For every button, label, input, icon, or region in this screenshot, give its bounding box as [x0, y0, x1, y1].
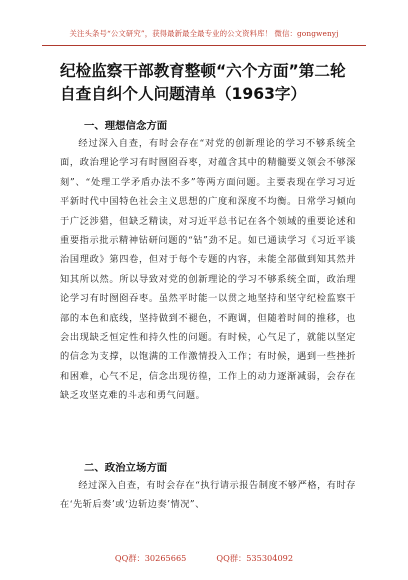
footer-qq-group-2: QQ群：535304092: [216, 553, 294, 563]
section-heading-political: 二、政治立场方面: [84, 462, 168, 474]
document-title: 纪检监察干部教育整顿“六个方面”第二轮自查自纠个人问题清单（1963字）: [60, 62, 346, 103]
footer-qq-group-1: QQ群：30265665: [114, 553, 187, 563]
section-heading-ideals: 一、理想信念方面: [84, 120, 168, 132]
section-paragraph-political: 经过深入自查，有时会存在“执行请示报告制度不够严格，有时存在‘先斩后奏’或‘边斩边奏’情况”、: [60, 480, 356, 511]
footer-contacts: [0, 553, 408, 564]
header-notice: 关注头条号“公文研究”，获得最新最全最专业的公文资料库！ 微信：gongwenyj: [69, 29, 339, 38]
header-divider: [42, 45, 366, 46]
section-paragraph-ideals: 经过深入自查，有时会存在“对党的创新理论的学习不够系统全面，政治理论学习有时囫囵吞枣，对蕴含其中的精髓要义领会不够深刻”、“处理工学矛盾办法不多”等两方面问题。主要表现在学习习近平新时代中国特色社会主义思想的广度和深度不均衡。日常学习倾向于广泛涉猎，但缺乏精读，对习近平总书记在各个领域的重要论述和重要指示批示精神钻研问题的“钻”劲不足。如已通读学习《习近平谈治国理政》第四卷，但对于每个专题的内容，未能全部做到知其然并知其所以然。所以导致对党的创新理论的学习不够系统全面，政治理论学习有时囫囵吞枣。虽然平时能一以贯之地坚持和坚守纪检监察干部的本色和底线，坚持做到不褪色，不跑调，但随着时间的推移，也会出现缺乏恒定性和持久性的问题。有时候，心气足了，就能以坚定的信念为支撑，以饱满的工作激情投入工作；有时候，遇到一些挫折和困难，心气不足，信念出现彷徨，工作上的动力逐渐减弱，会存在缺乏攻坚克难的斗志和勇气问题。: [60, 138, 356, 402]
